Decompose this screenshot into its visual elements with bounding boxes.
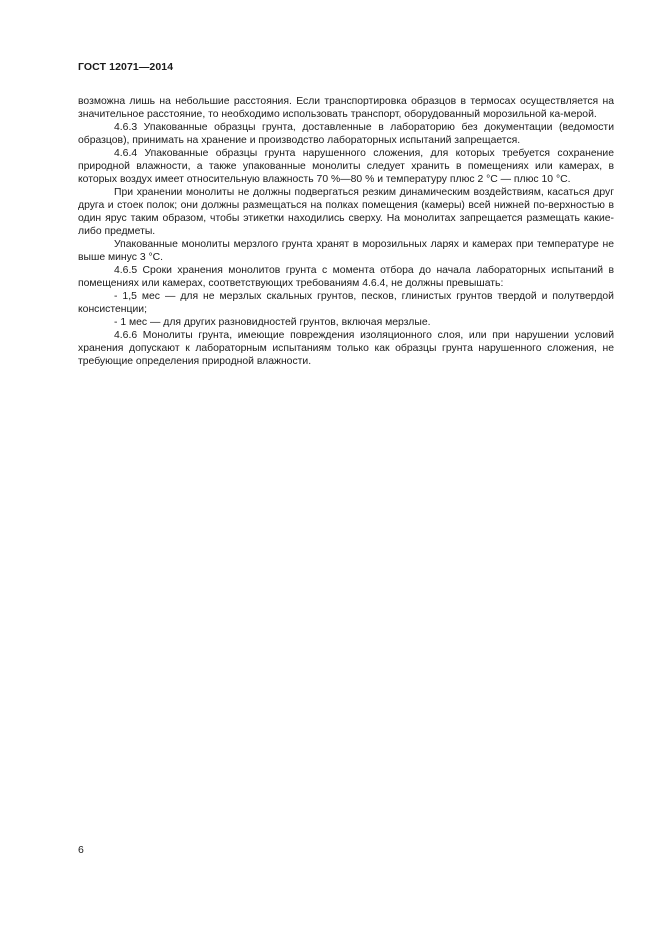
list-item-1-month: - 1 мес — для других разновидностей грунтов, включая мерзлые. [114, 317, 431, 328]
document-header: ГОСТ 12071—2014 [78, 61, 174, 73]
paragraph-4-6-3: 4.6.3 Упакованные образцы грунта, доставленные в лабораторию без документации (ведомости образцов), принимать на хранение и производство лабораторных испытаний запрещается. [78, 122, 614, 146]
paragraph-4-6-4: 4.6.4 Упакованные образцы грунта нарушенного сложения, для которых требуется сохранение природной влажности, а также упакованные монолиты следует хранить в помещениях или камерах, в которых воздух имеет относительную влажность 70 %—80 % и температуру плюс 2 °С — плюс 10 °С. [78, 148, 614, 185]
list-item-1-5-months: - 1,5 мес — для не мерзлых скальных грунтов, песков, глинистых грунтов твердой и полутвердой консистенции; [78, 291, 614, 315]
paragraph-continuation: возможна лишь на небольшие расстояния. Если транспортировка образцов в термосах осуществляется на значительное расстояние, то необходимо использовать транспорт, оборудованный морозильной ка-мерой. [78, 96, 614, 120]
paragraph-frozen-monoliths: Упакованные монолиты мерзлого грунта хранят в морозильных ларях и камерах при температуре не выше минус 3 °С. [78, 239, 614, 263]
paragraph-4-6-6: 4.6.6 Монолиты грунта, имеющие повреждения изоляционного слоя, или при нарушении условий хранения допускают к лабораторным испытаниям только как образцы грунта нарушенного сложения, не требующие определения природной влажности. [78, 330, 614, 367]
document-body [78, 95, 614, 368]
page-number: 6 [78, 844, 84, 856]
paragraph-monolith-handling: При хранении монолиты не должны подвергаться резким динамическим воздействиям, касаться друг друга и стоек полок; они должны размещаться на полках помещения (камеры) всей нижней по-верхностью в один ярус таким образом, чтобы этикетки находились сверху. На монолитах запрещается размещать какие-либо предметы. [78, 187, 614, 237]
paragraph-4-6-5: 4.6.5 Сроки хранения монолитов грунта с момента отбора до начала лабораторных испытаний в помещениях или камерах, соответствующих требованиям 4.6.4, не должны превышать: [78, 265, 614, 289]
